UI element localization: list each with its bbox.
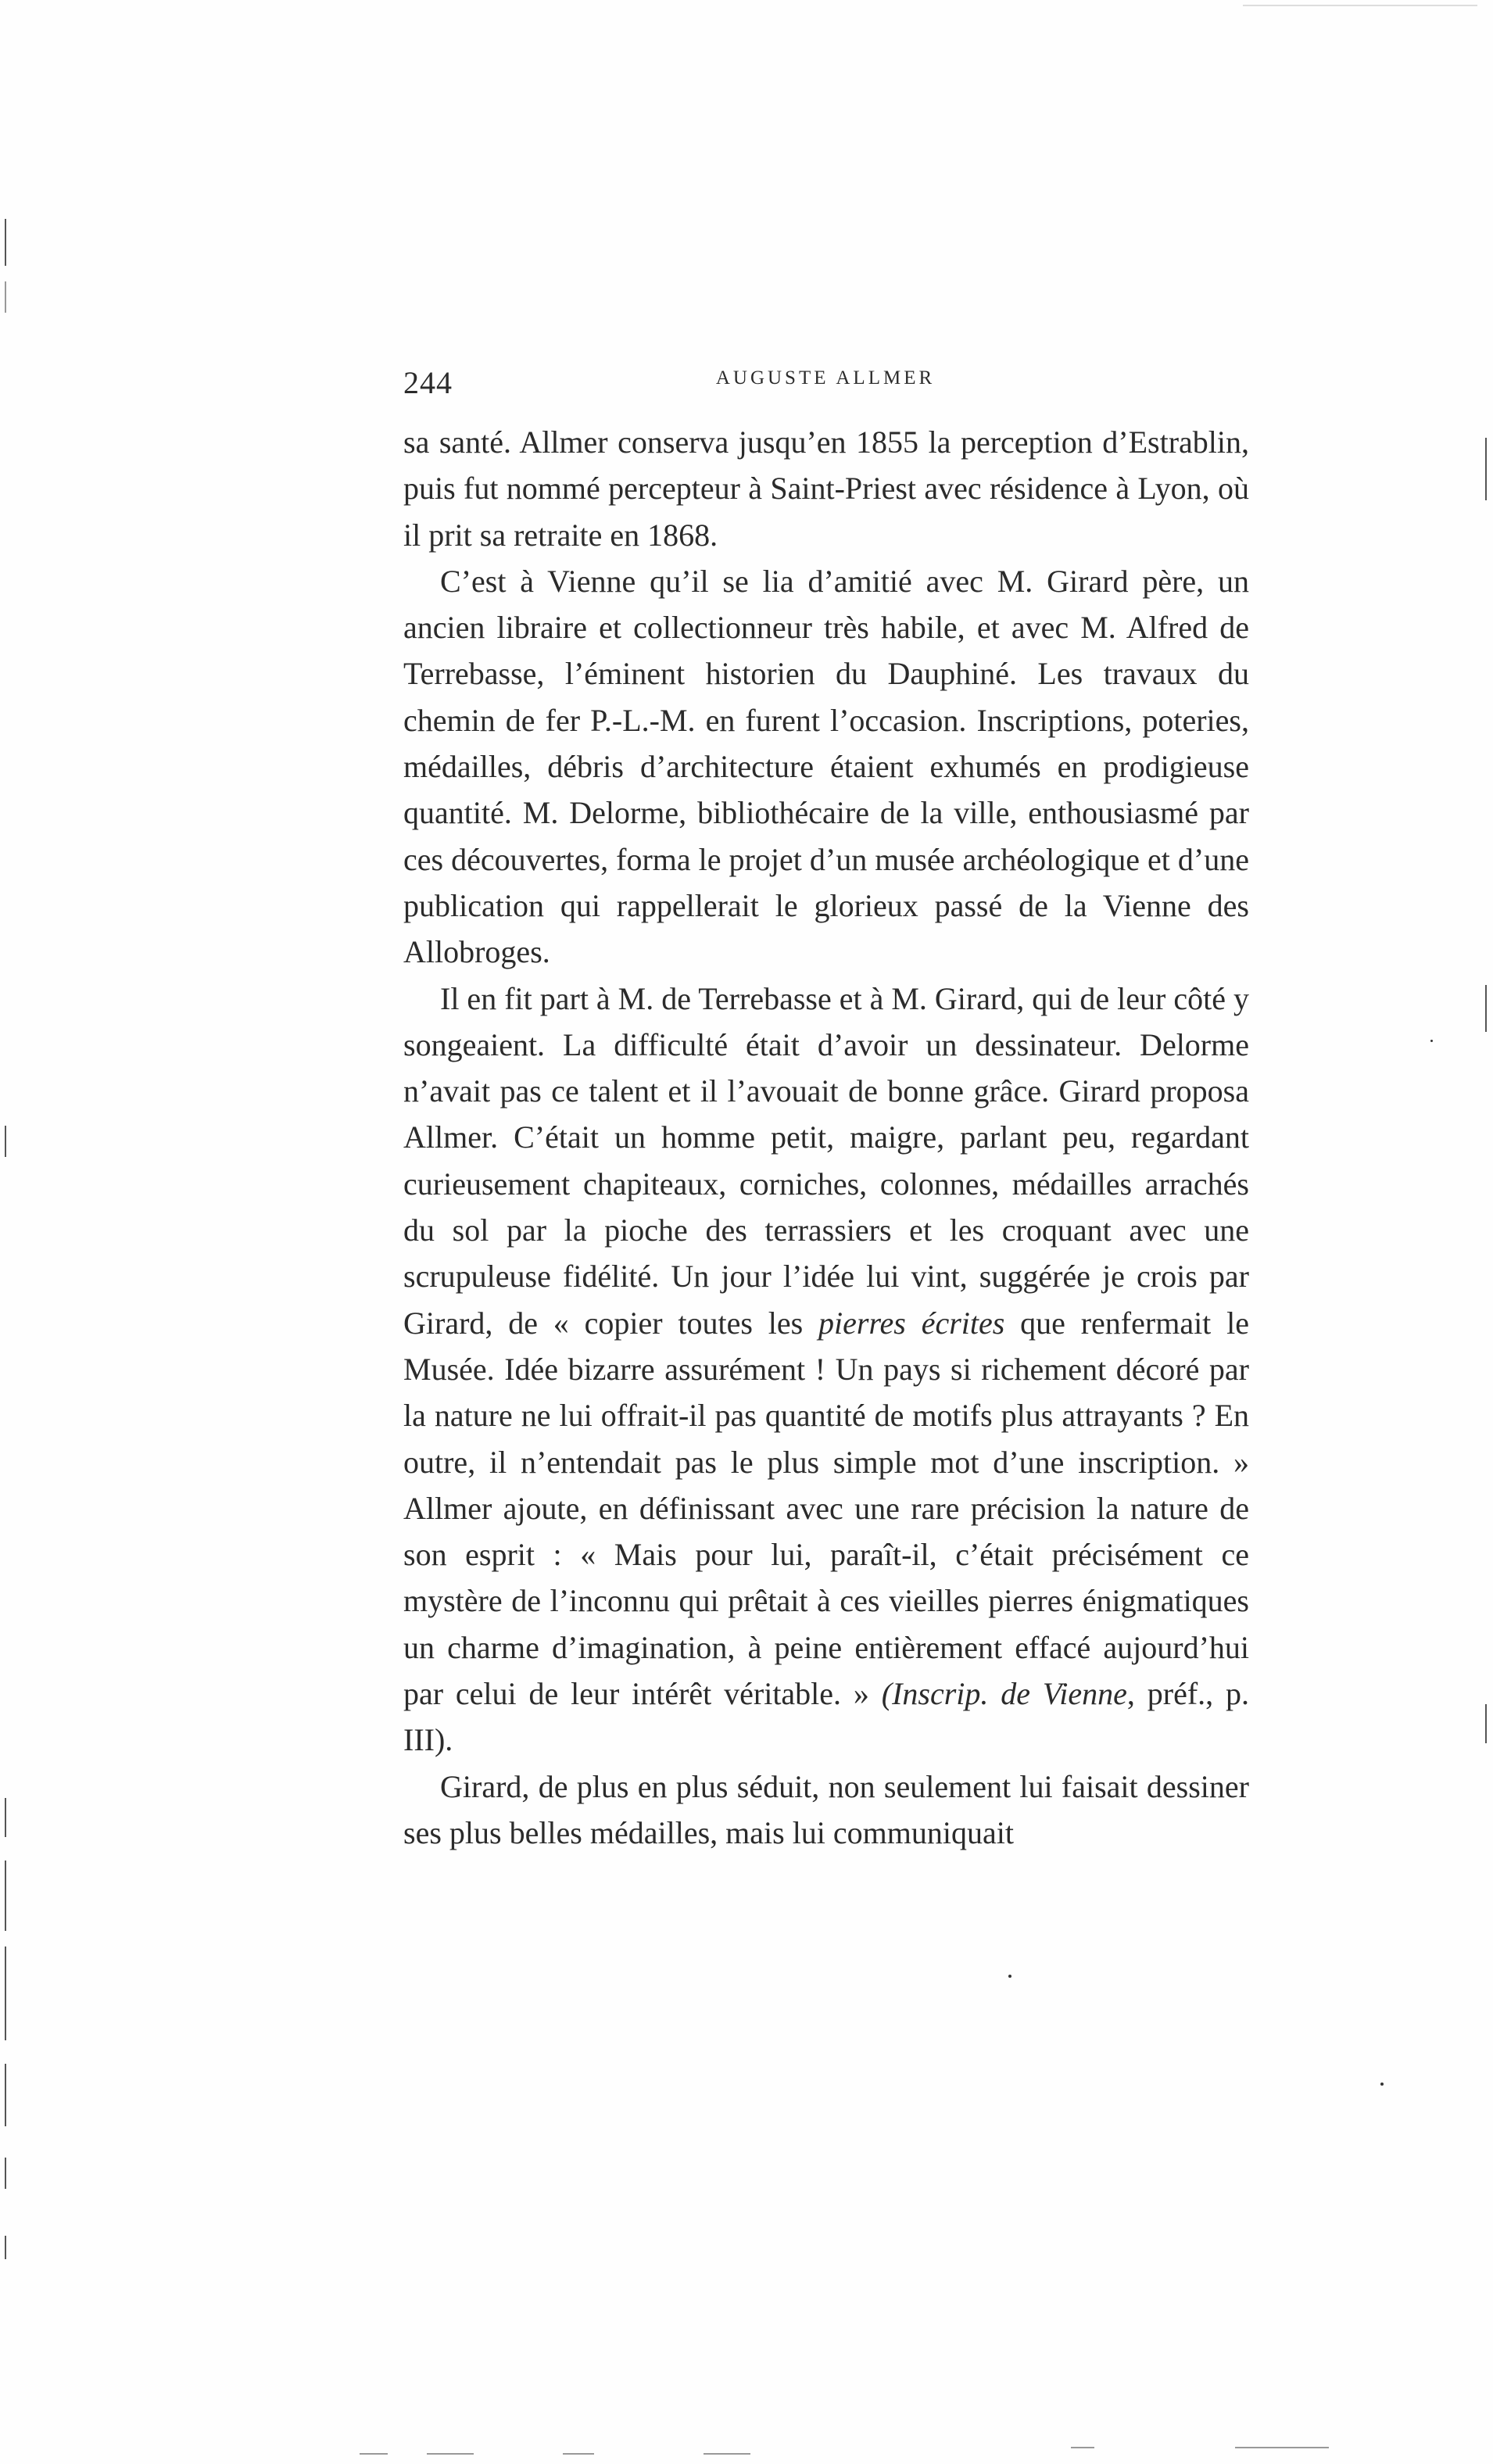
scan-edge-line: [1485, 1704, 1487, 1743]
scan-edge-line: [5, 1946, 6, 2040]
scan-edge-line: [5, 2236, 6, 2259]
scan-speck: [1380, 2083, 1384, 2086]
scan-bottom-mark: [563, 2453, 594, 2455]
paragraph-3-text-1: Il en fit part à M. de Terrebasse et à M. Girard, qui de leur côté y songeaient. La difficulté était d’avoir un dessinateur. Delorme n’avait pas ce talent et il l’avouait de bonne grâce. Girard proposa Allmer. C’était un homme petit, maigre, parlant peu, regardant curieusement chapiteaux, corniches, colonnes, médailles arrachés du sol par la pioche des terrassiers et les croquant avec une scrupuleuse fidélité. Un jour l’idée lui vint, suggérée je crois par Girard, de « copier toutes les: [403, 980, 1249, 1341]
paragraph-3-italic-1: pierres écrites: [818, 1305, 1005, 1341]
page-number: 244: [403, 365, 453, 400]
paragraph-1: sa santé. Allmer conserva jusqu’en 1855 la perception d’Estrablin, puis fut nommé percepteur à Saint-Priest avec résidence à Lyon, où il prit sa retraite en 1868.: [403, 424, 1249, 553]
scan-speck: [1430, 1040, 1433, 1042]
scan-edge-line: [5, 2064, 6, 2126]
scan-bottom-mark: [704, 2453, 750, 2455]
scan-edge-line: [5, 1798, 6, 1837]
scan-edge-line: [5, 1126, 6, 1157]
paragraph-4: Girard, de plus en plus séduit, non seulement lui faisait dessiner ses plus belles médailles, mais lui communiquait: [403, 1768, 1249, 1850]
paragraph-3: [403, 976, 1249, 1764]
scan-bottom-mark: [427, 2453, 474, 2455]
body-text: [403, 419, 1249, 1856]
scan-speck: [1008, 1975, 1011, 1978]
paragraph-3-italic-2: (Inscrip. de Vienne: [881, 1676, 1127, 1712]
scan-edge-line: [5, 281, 6, 313]
paragraph-3-text-2: que renfermait le Musée. Idée bizarre assurément ! Un pays si richement décoré par la nature ne lui offrait-il pas quantité de motifs plus attrayants ? En outre, il n’entendait pas le plus simple mot d’une inscription. » Allmer ajoute, en définissant avec une rare précision la nature de son esprit : « Mais pour lui, paraît-il, c’était précisément ce mystère de l’inconnu qui prêtait à ces vieilles pierres énigmatiques un charme d’imagination, à peine entièrement effacé aujourd’hui par celui de leur intérêt véritable. »: [403, 1305, 1249, 1712]
scan-edge-line: [5, 2158, 6, 2189]
scan-edge-line: [5, 219, 6, 266]
scan-edge-line: [1485, 438, 1487, 500]
scan-top-mark: [1243, 5, 1477, 6]
paragraph-3-text-3: , préf., p. III).: [403, 1676, 1250, 1758]
page-header: [403, 364, 1248, 411]
scan-bottom-mark: [1235, 2447, 1329, 2448]
running-head: AUGUSTE ALLMER: [715, 367, 936, 389]
scan-bottom-mark: [1071, 2447, 1094, 2448]
scan-edge-line: [5, 1861, 6, 1931]
paragraph-2: C’est à Vienne qu’il se lia d’amitié avec M. Girard père, un ancien libraire et collectionneur très habile, et avec M. Alfred de Terrebasse, l’éminent historien du Dauphiné. Les travaux du chemin de fer P.-L.-M. en furent l’occasion. Inscriptions, poteries, médailles, débris d’architecture étaient exhumés en prodigieuse quantité. M. Delorme, bibliothécaire de la ville, enthousiasmé par ces découvertes, forma le projet d’un musée archéologique et d’une publication qui rappellerait le glorieux passé de la Vienne des Allobroges.: [403, 563, 1249, 970]
scan-edge-line: [1485, 985, 1487, 1032]
scan-bottom-mark: [360, 2453, 388, 2455]
